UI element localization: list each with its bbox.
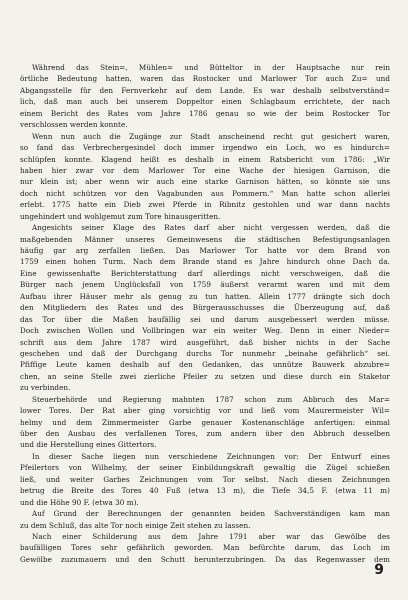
text-line: lich, daß man auch bei unserem Doppeltor einen Schlagbaum errichtete, der nach [20, 97, 390, 107]
text-line: örtliche Bedeutung hatten, waren das Rostocker und Marlower Tor auch Zu= und [20, 74, 390, 84]
text-line: In dieser Sache liegen nun verschiedene Zeichnungen vor: Der Entwurf eines [32, 451, 390, 461]
text-line: helmy und dem Zimmermeister Garbe genauer Kostenanschläge anfertigen: einmal [20, 417, 390, 427]
text-line: Gewölbe zuzumauern und den Schutt herunterzubringen. Da das Regenwasser dem [20, 554, 390, 564]
text-line: den Mitgliedern des Rates und des Bürgerausschusses die Überzeugung auf, daß [20, 303, 390, 313]
text-line: lower Tores. Der Rat aber ging vorsichtig vor und ließ vom Maurermeister Wil= [20, 406, 390, 416]
text-line: das Tor über die Maßen baufällig sei und darum ausgebessert werden müsse. [20, 314, 390, 324]
text-line: ungehindert und wohlgemut zum Tore hinausgeritten. [20, 211, 221, 221]
text-line: Auf Grund der Berechnungen der genannten beiden Sachverständigen kam man [32, 509, 390, 519]
text-line: zu dem Schluß, das alte Tor noch einige Zeit stehen zu lassen. [20, 520, 251, 530]
text-line: chen, an seine Stelle zwei zierliche Pfeiler zu setzen und diese durch ein Staketor [20, 371, 390, 381]
text-line: haben hier zwar vor dem Marlower Tor eine Wache der hiesigen Garnison, die [20, 165, 390, 175]
text-line: nur klein ist; aber wenn wir auch eine starke Garnison hätten, so könnte sie uns [20, 177, 390, 187]
text-line: schlüpfen konnte. Klagend heißt es deshalb in einem Ratsbericht von 1786: „Wir [20, 154, 390, 164]
text-line: 1759 einen hohen Turm. Nach dem Brande stand es Jahre hindurch ohne Dach da. [20, 257, 390, 267]
text-line: verschlossen werden konnte. [20, 120, 128, 130]
text-line: Abgangsstelle für den Fernverkehr auf dem Lande. Es war deshalb selbstverständ= [20, 85, 390, 95]
text-line: Bürger nach jenem Unglücksfall von 1759 äußerst verarmt waren und mit dem [20, 280, 390, 290]
text-line: Doch zwischen Wollen und Vollbringen war ein weiter Weg. Denn in einer Nieder= [20, 326, 390, 336]
text-line: schrift aus dem Jahre 1787 wird ausgeführt, daß bisher nichts in der Sache [20, 337, 390, 347]
text-line: Während das Stein=, Mühlen= und Bütteltor in der Hauptsache nur rein [32, 63, 390, 72]
text-line: häufig gar arg zerfallen ließen. Das Marlower Tor hatte vor dem Brand von [20, 246, 390, 255]
text-line: Aufbau ihrer Häuser mehr als genug zu tun hatten. Allein 1777 drängte sich doch [20, 291, 390, 301]
text-line: ließ, und weiter Garbes Zeichnungen vom Tor selbst. Nach diesen Zeichnungen [20, 474, 390, 484]
text-line: erlebt. 1775 hatte ein Dieb zwei Pferde in Ribnitz gestohlen und war dann nachts [20, 200, 390, 210]
text-line: zu verbinden. [20, 383, 71, 393]
text-line: Nach einer Schilderung aus dem Jahre 1791 aber war das Gewölbe des [32, 531, 390, 541]
text-line: einem Bericht des Rates vom Jahre 1786 genau so wie der beim Rostocker Tor [20, 108, 390, 118]
text-line: Steuerbehörde und Regierung mahnten 1787 schon zum Abbruch des Mar= [32, 394, 390, 404]
text-line: Angesichts seiner Klage des Rates darf aber nicht vergessen werden, daß die [32, 223, 390, 233]
page-number: 9 [374, 562, 384, 578]
text-line: maßgebenden Männer unseres Gemeinwesens die städtischen Befestigungsanlagen [20, 234, 390, 244]
text-line: Pfiffige Leute kamen deshalb auf den Gedanken, das unnütze Bauwerk abzubre= [20, 360, 390, 370]
text-line: doch nicht schützen vor den Vagabunden aus Pommern.“ Man hatte schon allerlei [20, 188, 390, 198]
text-line: so fand das Verbrechergesindel doch immer irgendwo ein Loch, wo es hindurch= [20, 143, 390, 153]
text-line: Pfeilertors von Wilhelmy, der seiner Einbildungskraft gewaltig die Zügel schießen [20, 463, 390, 473]
text-line: Eine gewissenhafte Berichterstattung darf allerdings nicht verschweigen, daß die [20, 268, 390, 278]
document-page [20, 62, 390, 565]
text-line: und die Herstellung eines Gittertors. [20, 440, 157, 450]
text-line: über den Ausbau des verfallenen Tores, zum andern über den Abbruch desselben [20, 429, 390, 438]
text-line: baufälligen Tores sehr gefährlich geworden. Man befürchte darum, das Loch im [20, 543, 390, 553]
text-line: Wenn nun auch die Zugänge zur Stadt anscheinend recht gut gesichert waren, [32, 131, 390, 141]
text-line: betrug die Breite des Tores 40 Fuß (etwa 13 m), die Tiefe 34,5 F. (etwa 11 m) [20, 486, 390, 496]
text-line: geschehen und daß der Durchgang durchs Tor nunmehr „beinahe gefährlich“ sei. [20, 348, 390, 358]
text-line: und die Höhe 90 F. (etwa 30 m). [20, 497, 139, 507]
